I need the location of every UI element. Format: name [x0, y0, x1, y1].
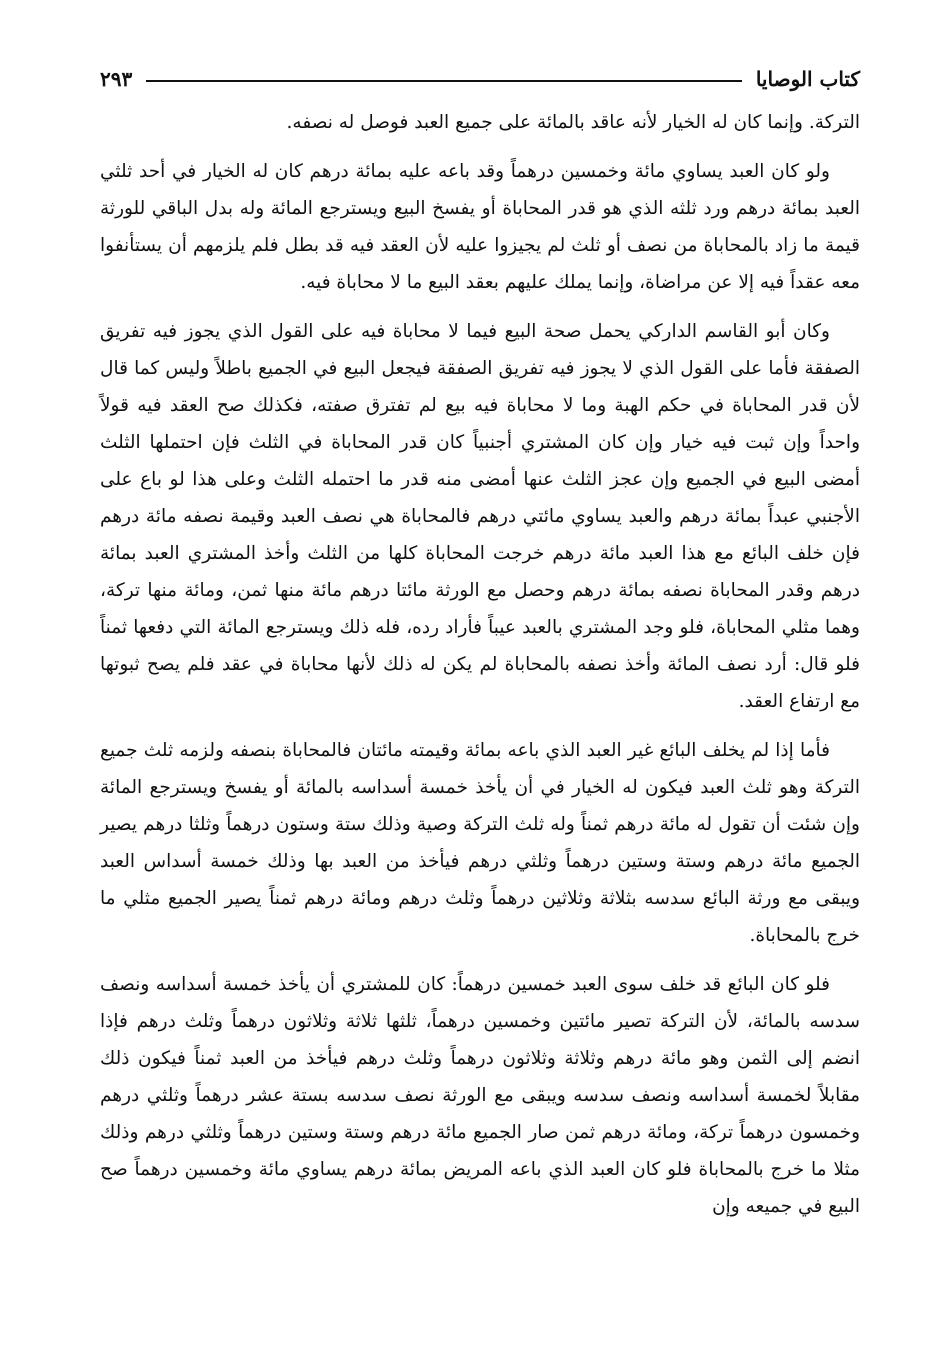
paragraph-3: وكان أبو القاسم الداركي يحمل صحة البيع فيما لا محاباة فيه على القول الذي يجوز فيه تفريق الصفقة فأما على القول الذي لا يجوز فيه تفريق الصفقة فيجعل البيع في الجميع باطلاً وليس كما قال لأن قدر المحاباة في حكم الهبة وما لا محاباة فيه بيع لم تفترق صفته، فكذلك صح العقد فيه قولاً واحداً وإن ثبت فيه خيار وإن كان المشتري أجنبياً كان قدر المحاباة في الثلث فإن احتملها الثلث أمضى البيع في الجميع وإن عجز الثلث عنها أمضى منه قدر ما احتمله الثلث وعلى هذا لو باع على الأجنبي عبداً بمائة درهم والعبد يساوي مائتي درهم فالمحاباة هي نصف العبد وقيمة نصفه مائة درهم فإن خلف البائع مع هذا العبد مائة درهم خرجت المحاباة كلها من الثلث وأخذ المشتري العبد بمائة درهم وقدر المحاباة نصفه بمائة درهم وحصل مع الورثة مائتا درهم مائة منها ثمن، ومائة منها تركة، وهما مثلي المحاباة، فلو وجد المشتري بالعبد عيباً فأراد رده، فله ذلك ويسترجع المائة التي دفعها ثمناً فلو قال: أرد نصف المائة وأخذ نصفه بالمحاباة لم يكن له ذلك لأنها محاباة في عقد فلم يصح ثبوتها مع ارتفاع العقد.: [100, 321, 860, 712]
running-header: [100, 64, 860, 94]
paragraph-2: ولو كان العبد يساوي مائة وخمسين درهماً وقد باعه عليه بمائة درهم كان له الخيار في أحد ثلثي العبد بمائة درهم ورد ثلثه الذي هو قدر المحاباة أو يفسخ البيع ويسترجع المائة وله بدل الباقي للورثة قيمة ما زاد بالمحاباة من نصف أو ثلث لم يجيزوا عليه لأن العقد فيه قد بطل فلم يلزمهم أن يستأنفوا معه عقداً فيه إلا عن مراضاة، وإنما يملك عليهم بعقد البيع ما لا محاباة فيه.: [100, 161, 860, 293]
page-body: [100, 104, 860, 1225]
paragraph-1: التركة. وإنما كان له الخيار لأنه عاقد بالمائة على جميع العبد فوصل له نصفه.: [286, 112, 860, 133]
paragraph-4: فأما إذا لم يخلف البائع غير العبد الذي باعه بمائة وقيمته مائتان فالمحاباة بنصفه ولزمه ثلث جميع التركة وهو ثلث العبد فيكون له الخيار في أن يأخذ خمسة أسداسه بالمائة أو يفسخ ويسترجع المائة وإن شئت أن تقول له مائة درهم ثمناً وله ثلث التركة وصية وذلك ستة وستون درهماً وثلثا درهم يصير الجميع مائة درهم وستة وستين درهماً وثلثي درهم فيأخذ من العبد بها وذلك خمسة أسداس العبد ويبقى مع ورثة البائع سدسه بثلاثة وثلاثين درهماً وثلث درهم ومائة درهم ثمناً يصير الجميع مثلي ما خرج بالمحاباة.: [100, 740, 860, 946]
book-title: كتاب الوصايا: [755, 67, 860, 91]
header-rule: [146, 80, 742, 82]
book-page: [100, 64, 860, 1237]
paragraph-5: فلو كان البائع قد خلف سوى العبد خمسين درهماً: كان للمشتري أن يأخذ خمسة أسداسه ونصف سدسه بالمائة، لأن التركة تصير مائتين وخمسين درهماً، ثلثها ثلاثة وثلاثون درهماً وثلث درهم فإذا انضم إلى الثمن وهو مائة درهم وثلاثة وثلاثون درهماً وثلث درهم فيأخذ من العبد ثمناً فيكون ذلك مقابلاً لخمسة أسداسه ونصف سدسه ويبقى مع الورثة نصف سدسه بستة عشر درهماً وثلثي درهم وخمسون درهماً تركة، ومائة درهم ثمن صار الجميع مائة درهم وستة وستين درهماً وثلثي درهم وذلك مثلا ما خرج بالمحاباة فلو كان العبد الذي باعه المريض بمائة درهم يساوي مائة وخمسين درهماً صح البيع في جميعه وإن: [100, 974, 860, 1217]
page-number: ٢٩٣: [100, 67, 133, 91]
